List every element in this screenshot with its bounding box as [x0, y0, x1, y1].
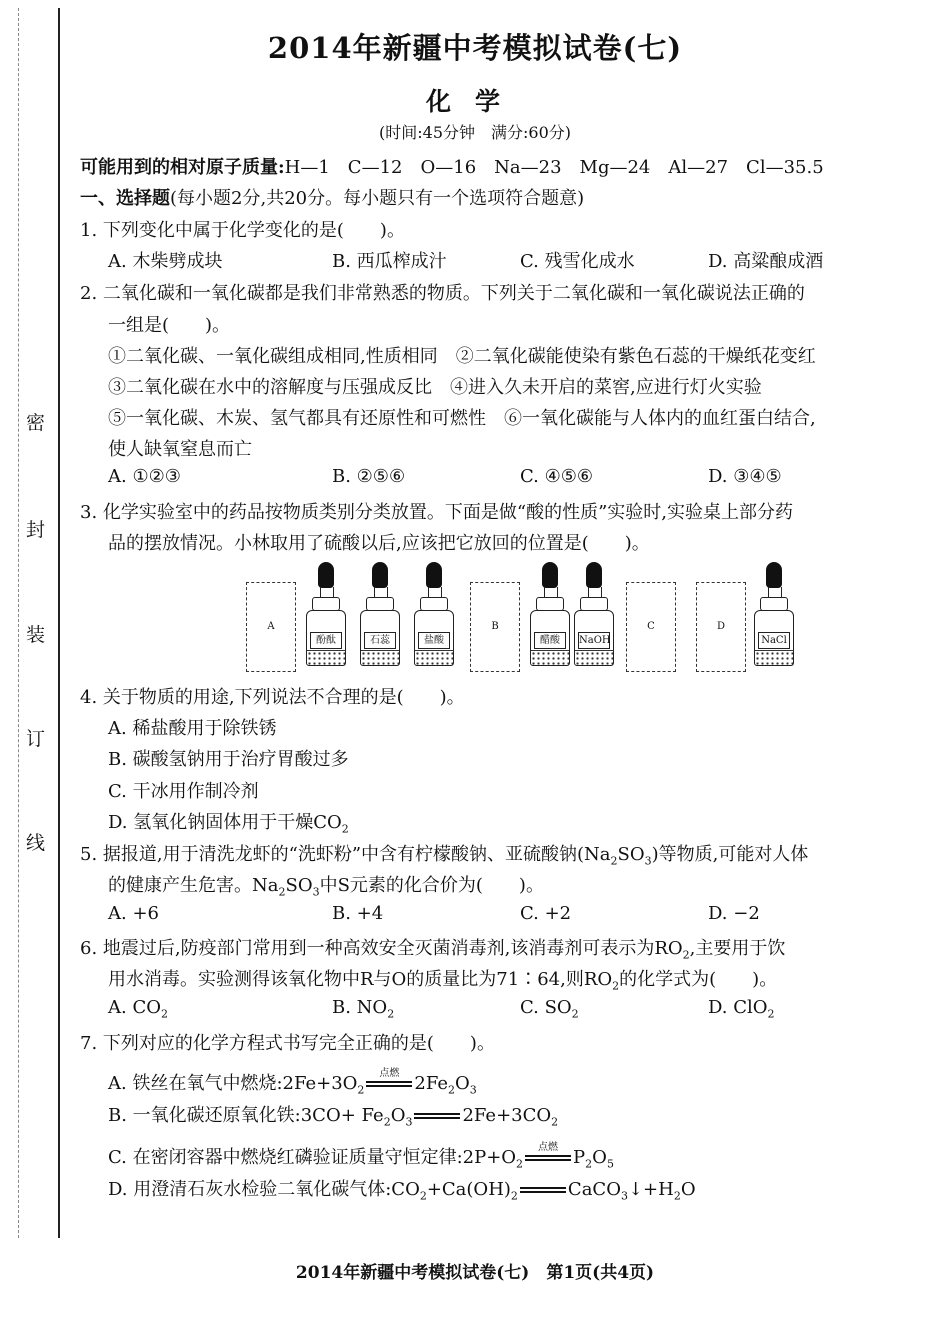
- dropper-bulb-icon: [372, 562, 388, 588]
- q2-statement-3: ⑤一氧化碳、木炭、氢气都具有还原性和可燃性 ⑥一氧化碳能与人体内的血红蛋白结合,: [108, 408, 816, 429]
- reagent-bottle: [412, 560, 456, 670]
- q3-stem-line1: 3. 化学实验室中的药品按物质类别分类放置。下面是做“酸的性质”实验时,实验桌上部分药: [80, 502, 794, 523]
- q4-option-c: C. 干冰用作制冷剂: [108, 781, 259, 802]
- dropper-bulb-icon: [586, 562, 602, 588]
- bottle-label-naoh: NaOH: [578, 632, 610, 649]
- q2-option-c: C. ④⑤⑥: [520, 466, 593, 487]
- liquid-icon: [307, 650, 345, 665]
- q6-option-d: D. ClO$_2$: [708, 997, 775, 1021]
- section-title: 一、选择题: [80, 188, 170, 209]
- reagent-bottle: [752, 560, 796, 670]
- q7-option-c: C. 在密闭容器中燃烧红磷验证质量守恒定律$:2P+O_2$ 点燃 $P_2O_5$: [108, 1142, 614, 1171]
- q1-option-c: C. 残雪化成水: [520, 251, 635, 272]
- reagent-shelf-figure: [244, 560, 794, 675]
- q5-option-d: D. −2: [708, 903, 760, 924]
- q1-option-d: D. 高粱酿成酒: [708, 251, 824, 272]
- liquid-icon: [575, 650, 613, 665]
- seal-char-zhuang: 装: [26, 624, 46, 646]
- q2-option-d: D. ③④⑤: [708, 466, 782, 487]
- q2-statement-4: 使人缺氧窒息而亡: [108, 439, 252, 460]
- q5-option-a: A. +6: [108, 903, 159, 924]
- reaction-equals-sign: 点燃: [525, 1150, 571, 1166]
- q4-option-a: A. 稀盐酸用于除铁锈: [108, 718, 277, 739]
- q1-stem: 1. 下列变化中属于化学变化的是( )。: [80, 220, 405, 241]
- binding-dashed-line: [18, 8, 19, 1238]
- liquid-icon: [531, 650, 569, 665]
- q1-option-a: A. 木柴劈成块: [108, 251, 223, 272]
- position-box-d: D: [696, 582, 746, 672]
- q5-option-c: C. +2: [520, 903, 572, 924]
- q3-stem-line2: 品的摆放情况。小林取用了硫酸以后,应该把它放回的位置是( )。: [108, 533, 650, 554]
- q7-option-d: D. 用澄清石灰水检验二氧化碳气体$:CO_2+Ca(OH)_2$ $CaCO_3↓+H_2O$: [108, 1179, 696, 1203]
- q5-stem-line1: 5. 据报道,用于清洗龙虾的“洗虾粉”中含有柠檬酸钠、亚硫酸钠$(Na_2SO_3)$等物质,可能对人体: [80, 844, 809, 868]
- bottle-label-litmus: 石蕊: [364, 632, 396, 649]
- reagent-bottle: [572, 560, 616, 670]
- binding-margin-line: [58, 8, 60, 1238]
- reagent-bottle: [528, 560, 572, 670]
- dropper-bulb-icon: [766, 562, 782, 588]
- liquid-icon: [361, 650, 399, 665]
- q2-statement-2: ③二氧化碳在水中的溶解度与压强成反比 ④进入久未开启的菜窖,应进行灯火实验: [108, 377, 762, 398]
- q1-option-b: B. 西瓜榨成汁: [332, 251, 447, 272]
- bottle-label-nacl: NaCl: [758, 632, 790, 649]
- exam-title: 2014年新疆中考模拟试卷(七): [267, 31, 683, 65]
- position-box-c: C: [626, 582, 676, 672]
- q7-stem: 7. 下列对应的化学方程式书写完全正确的是( )。: [80, 1033, 495, 1054]
- dropper-bulb-icon: [318, 562, 334, 588]
- seal-char-xian: 线: [26, 832, 46, 854]
- q6-option-b: B. $NO_2$: [332, 997, 395, 1021]
- q2-statement-1: ①二氧化碳、一氧化碳组成相同,性质相同 ②二氧化碳能使染有紫色石蕊的干燥纸花变红: [108, 346, 816, 367]
- subject-title: 化学: [425, 87, 524, 116]
- liquid-icon: [415, 650, 453, 665]
- section-note: (每小题2分,共20分。每小题只有一个选项符合题意): [170, 188, 585, 209]
- q6-stem-line1: 6. 地震过后,防疫部门常用到一种高效安全灭菌消毒剂,该消毒剂可表示为$RO_2$,主要用于饮: [80, 938, 786, 962]
- q2-option-b: B. ②⑤⑥: [332, 466, 406, 487]
- q4-stem: 4. 关于物质的用途,下列说法不合理的是( )。: [80, 687, 465, 708]
- reaction-equals-sign: 点燃: [366, 1076, 412, 1092]
- reaction-equals-sign: [520, 1182, 566, 1198]
- atomic-masses-line: [80, 153, 824, 179]
- q2-option-a: A. ①②③: [108, 466, 181, 487]
- position-box-b: B: [470, 582, 520, 672]
- reaction-equals-sign: [414, 1108, 460, 1124]
- reagent-bottle: [358, 560, 402, 670]
- q6-option-c: C. $SO_2$: [520, 997, 579, 1021]
- q4-option-b: B. 碳酸氢钠用于治疗胃酸过多: [108, 749, 349, 770]
- section-heading: [80, 184, 584, 210]
- q5-stem-line2: 的健康产生危害。$Na_2SO_3$中S元素的化合价为( )。: [108, 875, 544, 899]
- seal-char-feng: 封: [26, 519, 46, 541]
- q4-option-d: D. 氢氧化钠固体用于干燥$CO_2$: [108, 812, 349, 836]
- position-box-a: A: [246, 582, 296, 672]
- atomic-masses-label: 可能用到的相对原子质量:: [80, 157, 285, 178]
- q5-option-b: B. +4: [332, 903, 384, 924]
- liquid-icon: [755, 650, 793, 665]
- time-info: (时间:45分钟 满分:60分): [379, 123, 571, 142]
- q6-option-a: A. $CO_2$: [108, 997, 168, 1021]
- seal-char-mi: 密: [26, 412, 46, 434]
- dropper-bulb-icon: [542, 562, 558, 588]
- q2-stem-line2: 一组是( )。: [108, 315, 231, 336]
- page-footer: 2014年新疆中考模拟试卷(七) 第1页(共4页): [295, 1263, 655, 1283]
- bottle-label-phenolphthalein: 酚酞: [310, 632, 342, 649]
- dropper-bulb-icon: [426, 562, 442, 588]
- q7-option-b: B. 一氧化碳还原氧化铁:3CO+ $Fe_2O_3$ $2Fe+3CO_2$: [108, 1105, 559, 1129]
- atomic-masses-values: H—1 C—12 O—16 Na—23 Mg—24 Al—27 Cl—35.5: [284, 157, 824, 178]
- q6-stem-line2: 用水消毒。实验测得该氧化物中R与O的质量比为71∶64,则$RO_2$的化学式为( )。: [108, 969, 778, 993]
- reagent-bottle: [304, 560, 348, 670]
- bottle-label-acetic-acid: 醋酸: [534, 632, 566, 649]
- bottle-label-hydrochloric-acid: 盐酸: [418, 632, 450, 649]
- seal-char-ding: 订: [26, 728, 46, 750]
- q7-option-a: A. 铁丝在氧气中燃烧$:2Fe+3O_2$ 点燃 $2Fe_2O_3$: [108, 1068, 477, 1097]
- q2-stem-line1: 2. 二氧化碳和一氧化碳都是我们非常熟悉的物质。下列关于二氧化碳和一氧化碳说法正确的: [80, 283, 805, 304]
